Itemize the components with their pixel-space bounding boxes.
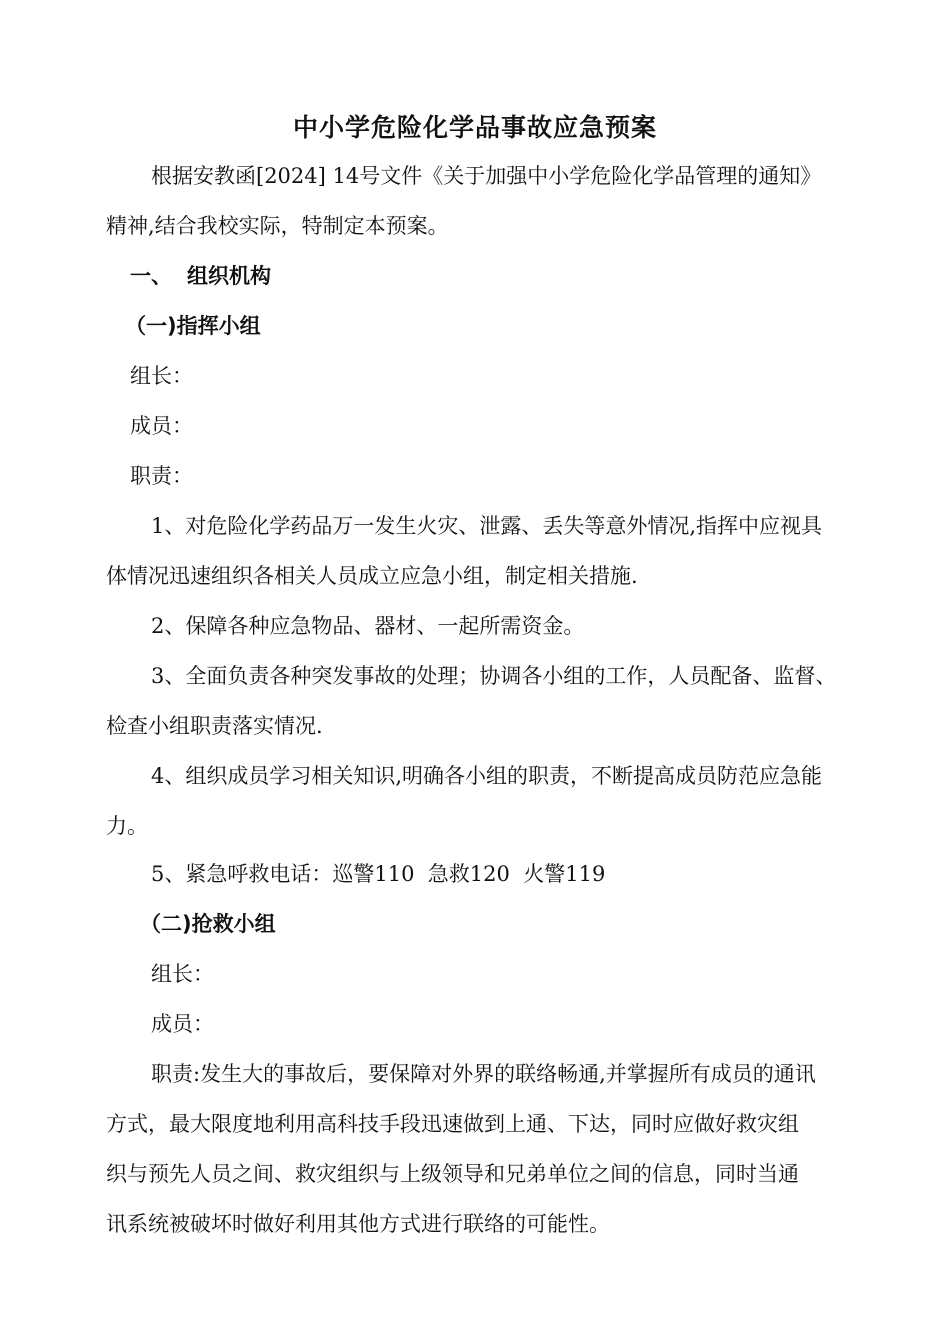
- group-1-duties-label: 职责：: [130, 464, 193, 488]
- section-1-number: 一、: [130, 264, 172, 288]
- group-2-duty-line: 方式，最大限度地利用高科技手段迅速做到上通、下达，同时应做好救灾组: [106, 1112, 799, 1136]
- group-2-duty-line: 职责:发生大的事故后，要保障对外界的联络畅通,并掌握所有成员的通讯: [151, 1062, 816, 1086]
- group-1-duty-line: 力。: [106, 814, 148, 838]
- group-2-duty-line: 织与预先人员之间、救灾组织与上级领导和兄弟单位之间的信息，同时当通: [106, 1162, 799, 1186]
- emergency-phone-numbers: 5、紧急呼救电话：巡警110 急救120 火警119: [151, 862, 606, 886]
- group-1-duty-line: 体情况迅速组织各相关人员成立应急小组，制定相关措施.: [106, 564, 638, 588]
- group-1-duty-line: 检查小组职责落实情况.: [106, 714, 323, 738]
- group-1-duty-line: 4、组织成员学习相关知识,明确各小组的职责，不断提高成员防范应急能: [151, 764, 823, 788]
- group-2-heading: （二)抢救小组: [140, 912, 276, 936]
- intro-line-1: 根据安教函[2024] 14号文件《关于加强中小学危险化学品管理的通知》: [151, 164, 822, 188]
- group-2-leader: 组长：: [151, 962, 214, 986]
- group-1-duty-line: 2、保障各种应急物品、器材、一起所需资金。: [151, 614, 585, 638]
- intro-line-2: 精神,结合我校实际，特制定本预案。: [106, 214, 449, 238]
- group-2-duty-line: 讯系统被破坏时做好利用其他方式进行联络的可能性。: [106, 1212, 610, 1236]
- group-2-members: 成员：: [151, 1012, 214, 1036]
- group-1-duty-line: 1、对危险化学药品万一发生火灾、泄露、丢失等意外情况,指挥中应视具: [151, 514, 823, 538]
- document-title: 中小学危险化学品事故应急预案: [292, 113, 657, 142]
- group-1-heading: （一)指挥小组: [125, 314, 261, 338]
- group-1-leader: 组长：: [130, 364, 193, 388]
- section-1-heading: 组织机构: [187, 264, 271, 288]
- group-1-duty-line: 3、全面负责各种突发事故的处理；协调各小组的工作，人员配备、监督、: [151, 664, 837, 688]
- group-1-members: 成员：: [130, 414, 193, 438]
